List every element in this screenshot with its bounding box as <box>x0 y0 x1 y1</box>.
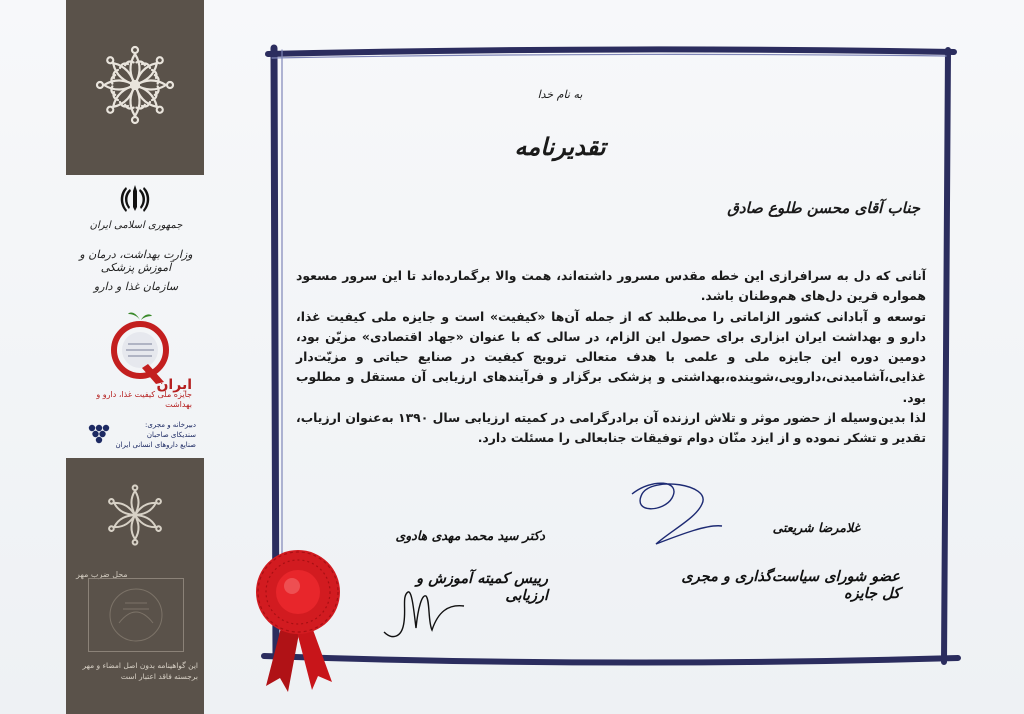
body-paragraph-3: لذا بدین‌وسیله از حضور موثر و تلاش ارزنده آن برادرگرامی در کمیته ارزیابی سال ۱۳۹۰ به‌عنوان ارزیاب، تقدیر و تشکر نموده و از ایزد منّان دوام توفیقات جنابعالی را مسئلت دارد. <box>296 410 926 446</box>
seal-note: این گواهینامه بدون اصل امضاء و مهر برجسته فاقد اعتبار است <box>82 661 198 681</box>
seal-area <box>88 578 184 652</box>
ribbon-rosette-icon <box>252 546 344 694</box>
signer-left-name: دکتر سید محمد مهدی هادوی <box>395 528 545 543</box>
certificate-title: تقدیرنامه <box>514 132 606 161</box>
body-paragraph-1: آنانی که دل به سرافرازی این خطه مقدس مسرور داشته‌اند، همت والا برگمارده‌اند تا این سرور مسعود همواره قرین دل‌های هم‌وطنان باشد. <box>296 268 926 304</box>
award-name <box>72 377 192 410</box>
bismillah: به نام خدا <box>537 88 583 101</box>
syndicate-text <box>84 420 196 450</box>
award-title: جایزه ملی کیفیت غذا، دارو و بهداشت <box>96 390 192 409</box>
certificate-body <box>296 266 926 449</box>
ornament-icon <box>90 40 180 130</box>
ministry-health: وزارت بهداشت، درمان و آموزش پزشکی <box>79 248 193 274</box>
syndicate-line-1: دبیرخانه و مجری: <box>145 421 196 429</box>
ministry-fda: سازمان غذا و دارو <box>93 280 179 293</box>
syndicate-line-2: سندیکای صاحبان <box>146 431 196 439</box>
ornament-small-icon <box>100 480 170 550</box>
signature-right <box>612 474 724 554</box>
signer-right-role: عضو شورای سیاست‌گذاری و مجری کل جایزه <box>681 568 900 602</box>
embossed-seal-icon <box>89 579 183 651</box>
signer-right-name: غلامرضا شریعتی <box>772 520 860 535</box>
signer-left-role: رییس کمیته آموزش و ارزیابی <box>416 570 548 604</box>
ministry-republic: جمهوری اسلامی ایران <box>89 220 183 231</box>
body-paragraph-2: توسعه و آبادانی کشور الزاماتی را می‌طلبد که از جمله آن‌ها «کیفیت» است و جایزه ملی کیفیت غذا، دارو و بهداشت ایران ابزاری برای حصول این الزام، در سالی که با عنوان «جهاد اقتصادی» مزیّن بود، دومین دوره این جایزه ملی و علمی با هدف متعالی ترویج کیفیت در صنایع حیاتی و مزیّت‌دار غذایی،آشامیدنی،دارویی،شوینده،بهداشتی و پزشکی برگزار و فرآیندهای ارزیابی آن مستقل و مطلوب بود. <box>296 308 926 405</box>
iran-emblem-icon <box>118 183 152 215</box>
recipient-name: جناب آقای محسن طلوع صادق <box>727 199 920 217</box>
syndicate-line-3: صنایع داروهای انسانی ایران <box>115 441 196 449</box>
seal-label: محل ضرب مهر <box>76 570 128 579</box>
award-country: ایران <box>156 377 192 393</box>
